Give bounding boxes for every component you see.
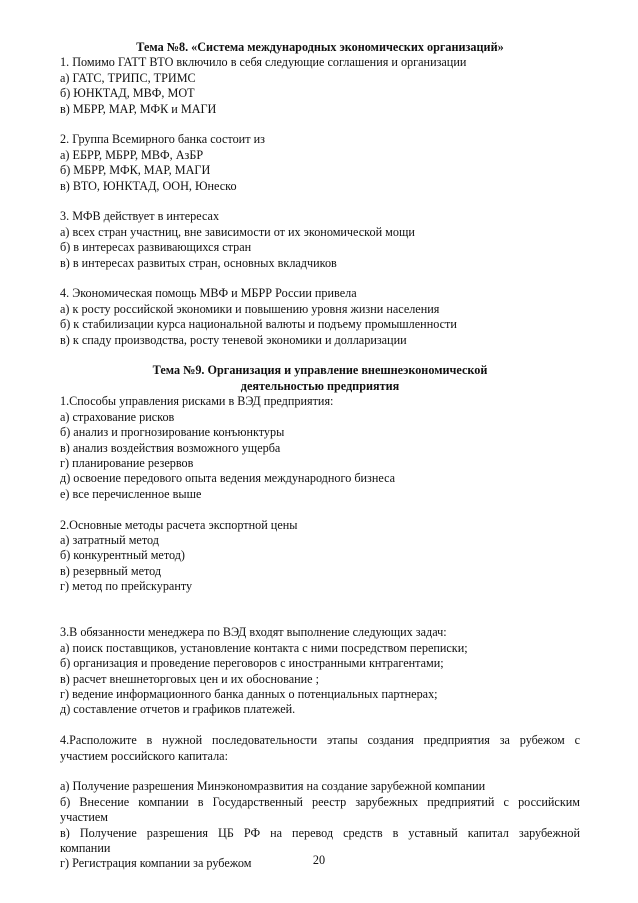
- answer-option: г) ведение информационного банка данных о потенциальных партнерах;: [60, 686, 438, 701]
- answer-option: а) к росту российской экономики и повышению уровня жизни населения: [60, 301, 440, 316]
- question-text: 3. МФВ действует в интересах: [60, 209, 220, 224]
- topic8-heading: Тема №8. «Система международных экономических организаций»: [136, 40, 504, 54]
- question-text-cont: участием российского капитала:: [60, 748, 228, 763]
- question-text: 2.Основные методы расчета экспортной цены: [60, 517, 298, 532]
- document-page: [60, 40, 580, 872]
- topic8-question-3: [60, 209, 580, 271]
- answer-option: в) к спаду производства, росту теневой экономики и долларизации: [60, 332, 407, 347]
- answer-option: б) в интересах развивающихся стран: [60, 240, 252, 255]
- answer-option: в) Получение разрешения ЦБ РФ на перевод средств в уставный капитал зарубежной: [60, 825, 580, 840]
- answer-option-cont: участием: [60, 810, 109, 825]
- answer-option: а) затратный метод: [60, 532, 159, 547]
- answer-option: д) освоение передового опыта ведения международного бизнеса: [60, 471, 396, 486]
- topic9-question-3: [60, 625, 580, 717]
- answer-option: б) Внесение компании в Государственный реестр зарубежных предприятий с российским: [60, 794, 580, 809]
- answer-option: а) поиск поставщиков, установление контакта с ними посредством переписки;: [60, 640, 468, 655]
- question-text: 1. Помимо ГАТТ ВТО включило в себя следующие соглашения и организации: [60, 55, 467, 70]
- answer-option: а) Получение разрешения Минэкономразвития на создание зарубежной компании: [60, 779, 486, 794]
- answer-option: д) составление отчетов и графиков платежей.: [60, 702, 296, 717]
- answer-option: б) организация и проведение переговоров с иностранными кнтрагентами;: [60, 656, 444, 671]
- answer-option: в) анализ воздействия возможного ущерба: [60, 440, 281, 455]
- question-text: 1.Способы управления рисками в ВЭД предприятия:: [60, 394, 334, 409]
- answer-option: в) МБРР, МАР, МФК и МАГИ: [60, 101, 217, 116]
- question-text: 4. Экономическая помощь МВФ и МБРР России привела: [60, 286, 357, 301]
- answer-option: в) в интересах развитых стран, основных вкладчиков: [60, 255, 337, 270]
- question-text: 2. Группа Всемирного банка состоит из: [60, 132, 265, 147]
- answer-option: г) Регистрация компании за рубежом: [60, 856, 252, 871]
- answer-option: а) ЕБРР, МБРР, МВФ, АзБР: [60, 147, 204, 162]
- answer-option: г) метод по прейскуранту: [60, 579, 193, 594]
- answer-option: в) расчет внешнеторговых цен и их обоснование ;: [60, 671, 320, 686]
- answer-option: а) всех стран участниц, вне зависимости от их экономической мощи: [60, 224, 415, 239]
- question-text: 3.В обязанности менеджера по ВЭД входят выполнение следующих задач:: [60, 625, 447, 640]
- answer-option: в) ВТО, ЮНКТАД, ООН, Юнеско: [60, 178, 237, 193]
- topic9-question-1: [60, 394, 580, 502]
- answer-option: б) ЮНКТАД, МВФ, МОТ: [60, 86, 195, 101]
- topic9-question-2: [60, 518, 580, 595]
- answer-option: е) все перечисленное выше: [60, 486, 202, 501]
- topic9-question-4: [60, 733, 580, 872]
- answer-option: г) планирование резервов: [60, 455, 194, 470]
- answer-option: в) резервный метод: [60, 563, 162, 578]
- answer-option: а) страхование рисков: [60, 409, 175, 424]
- topic9-heading-line2: деятельностью предприятия: [240, 378, 400, 393]
- topic8-question-1: [60, 55, 580, 117]
- page-number: 20: [312, 853, 326, 867]
- answer-option: б) конкурентный метод): [60, 548, 185, 563]
- answer-option-cont: компании: [60, 841, 111, 855]
- answer-option: б) анализ и прогнозирование конъюнктуры: [60, 425, 285, 440]
- answer-option: а) ГАТС, ТРИПС, ТРИМС: [60, 70, 196, 85]
- answer-option: б) к стабилизации курса национальной валюты и подъему промышленности: [60, 317, 457, 332]
- topic8-question-2: [60, 132, 580, 194]
- answer-option: б) МБРР, МФК, МАР, МАГИ: [60, 163, 211, 178]
- topic9-heading-line1: Тема №9. Организация и управление внешнеэкономической: [152, 363, 488, 378]
- question-text: 4.Расположите в нужной последовательности этапы создания предприятия за рубежом с: [60, 733, 580, 748]
- topic8-question-4: [60, 286, 580, 348]
